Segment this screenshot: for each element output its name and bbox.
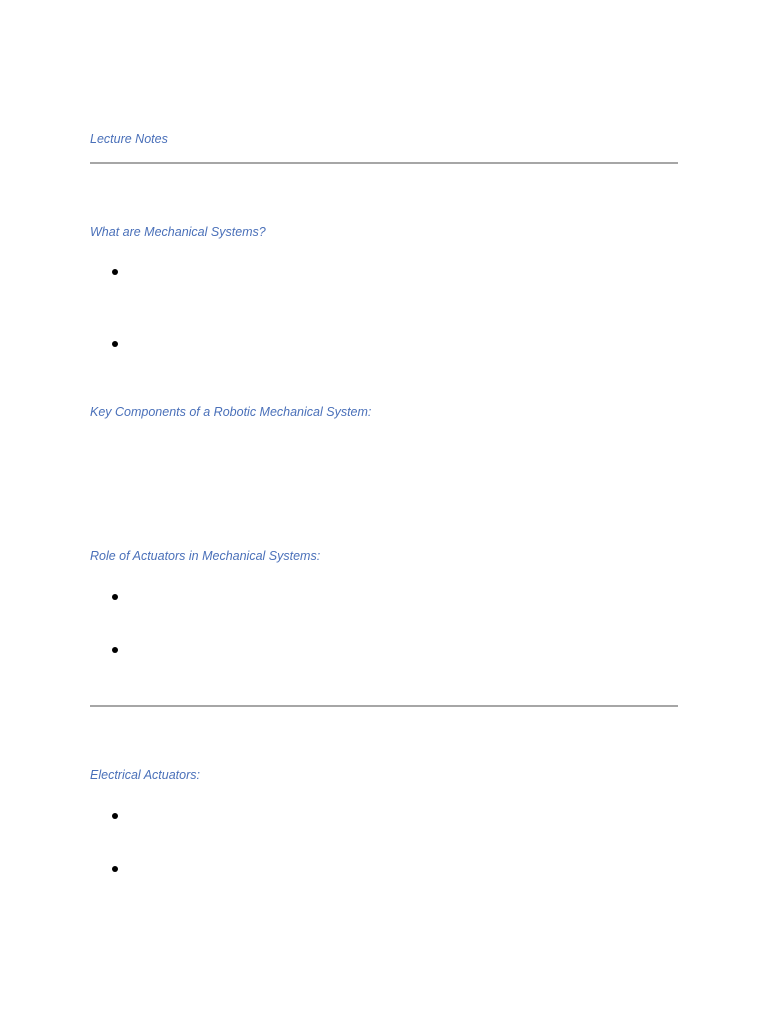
- document-title: Lecture Notes: [90, 132, 168, 146]
- bullet-point: [112, 647, 118, 653]
- bullet-point: [112, 813, 118, 819]
- bullet-point: [112, 866, 118, 872]
- horizontal-rule: [90, 705, 678, 707]
- bullet-point: [112, 341, 118, 347]
- bullet-point: [112, 269, 118, 275]
- section-heading-electrical-actuators: Electrical Actuators:: [90, 768, 200, 782]
- bullet-point: [112, 594, 118, 600]
- section-heading-role-of-actuators: Role of Actuators in Mechanical Systems:: [90, 549, 321, 563]
- section-heading-key-components: Key Components of a Robotic Mechanical System:: [90, 405, 372, 419]
- horizontal-rule: [90, 162, 678, 164]
- section-heading-mechanical-systems: What are Mechanical Systems?: [90, 225, 266, 239]
